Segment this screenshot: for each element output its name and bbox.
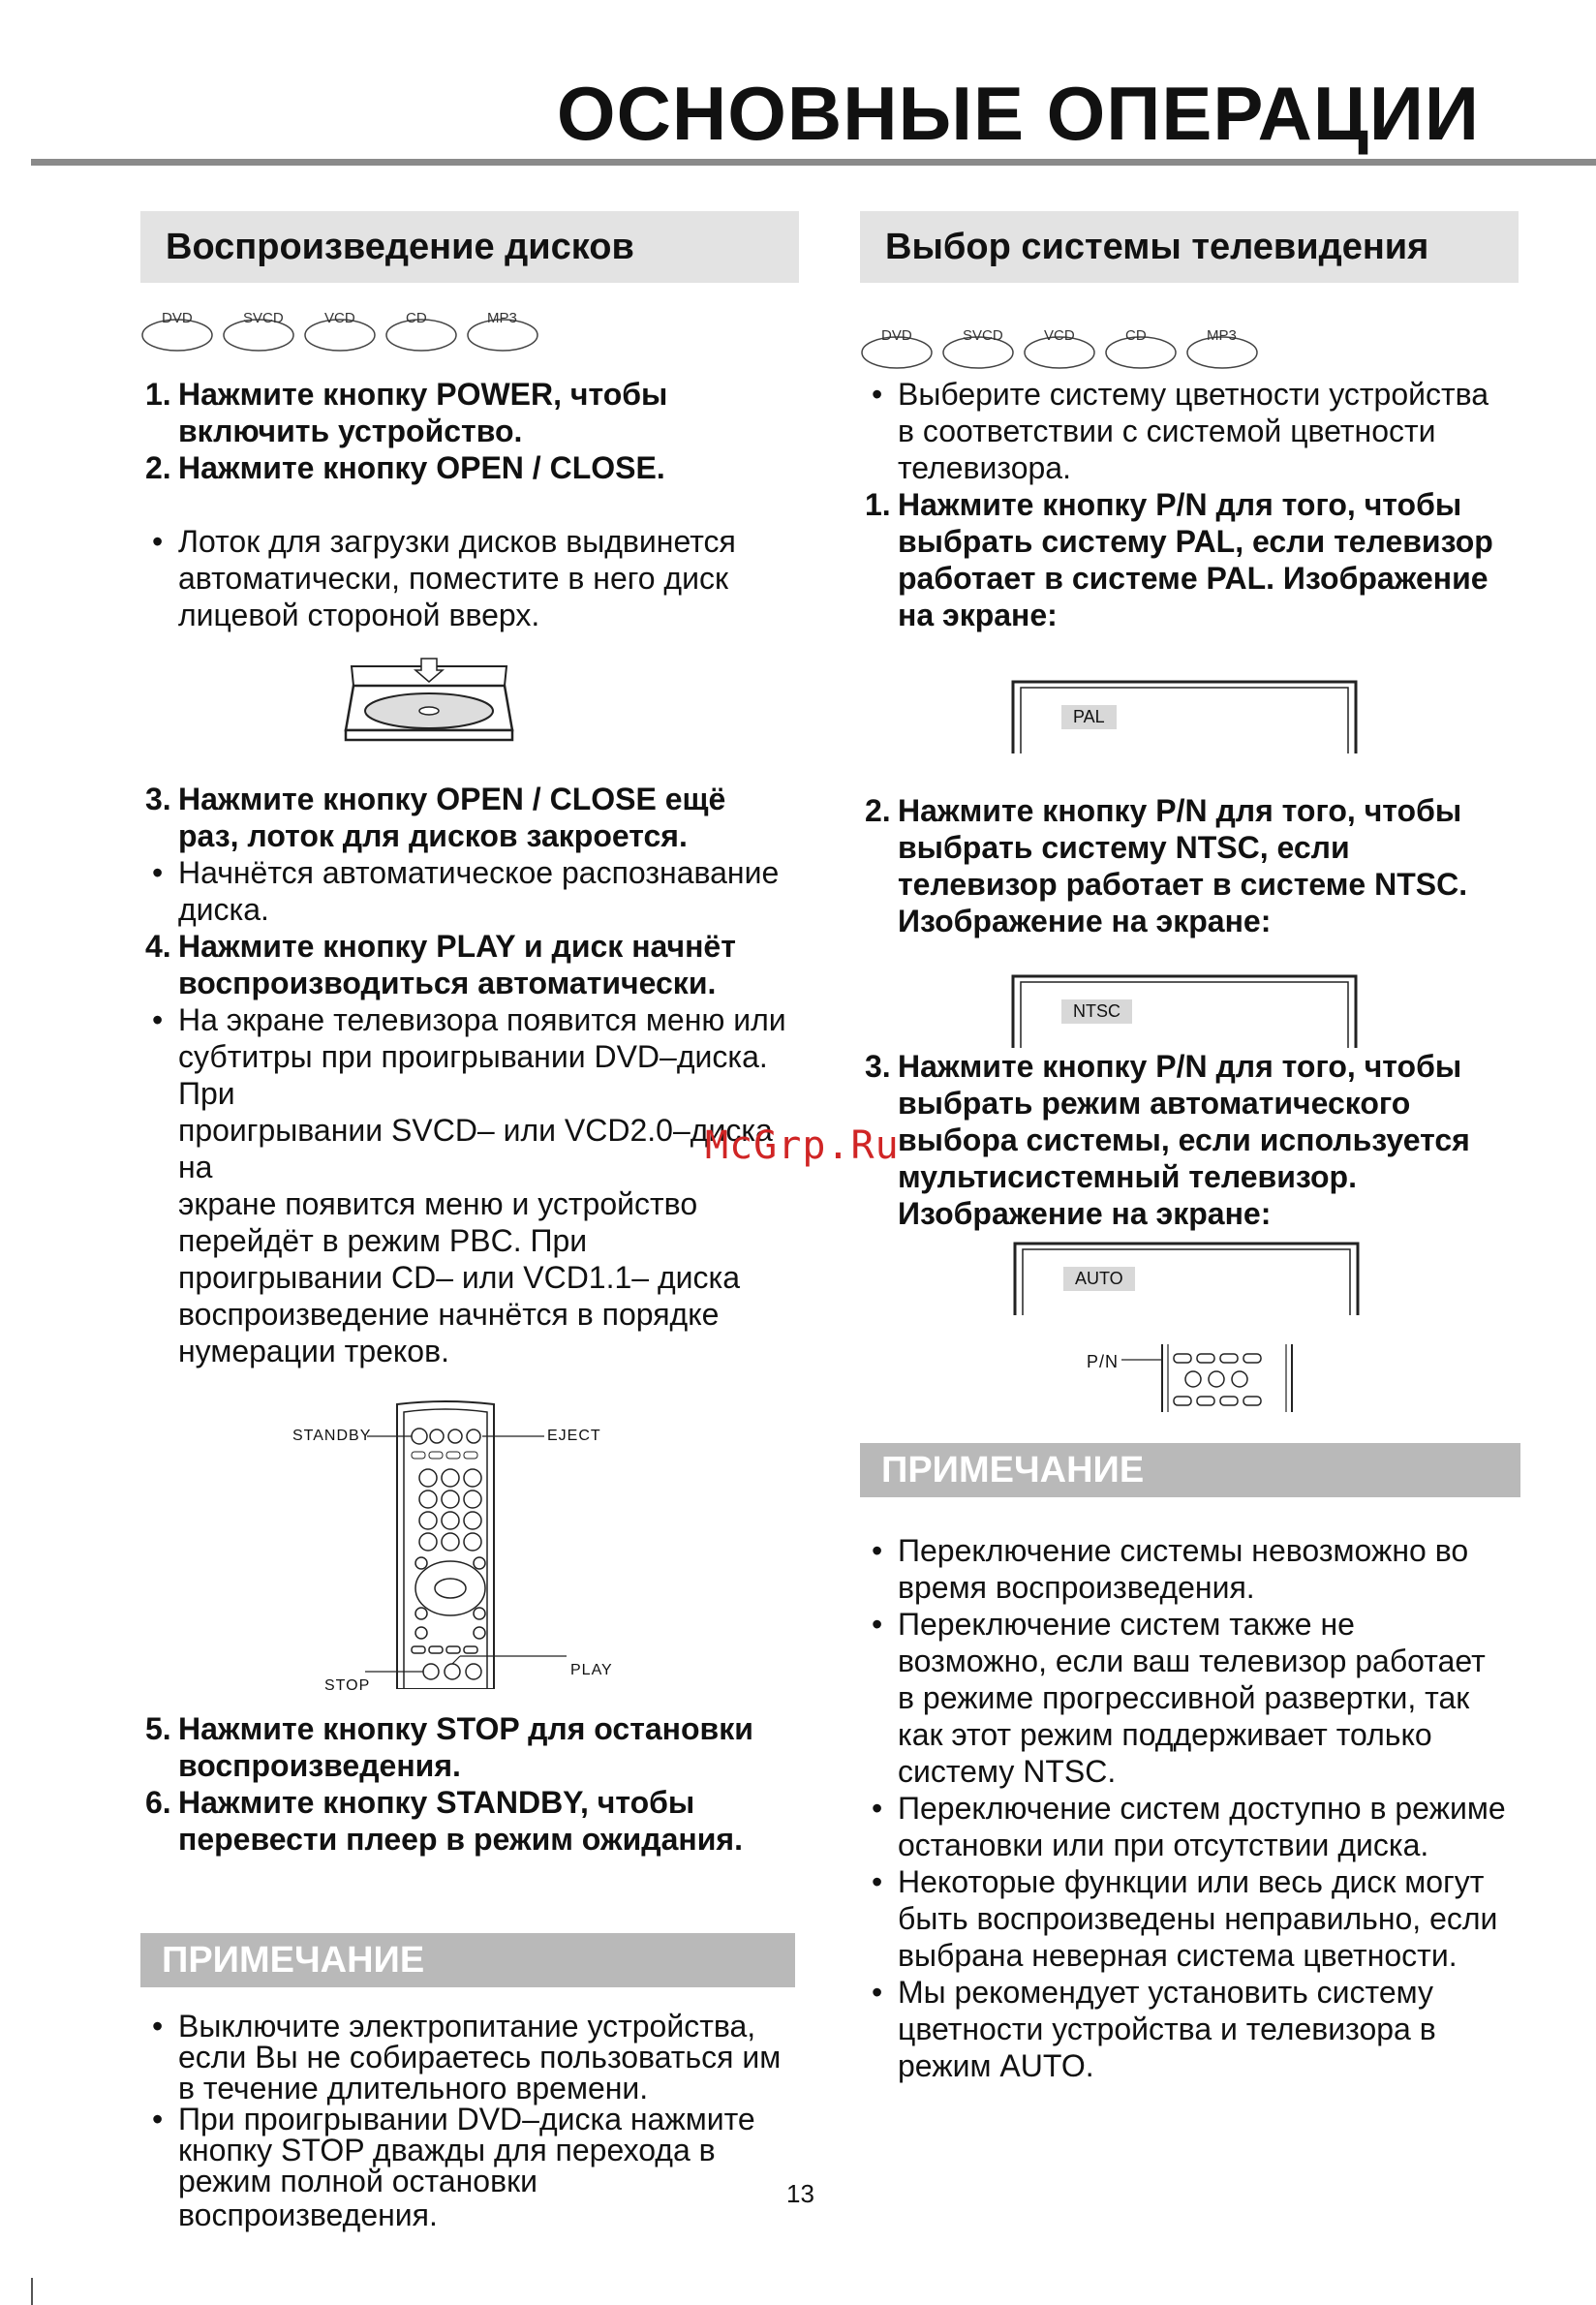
- text-line: проигрывании SVCD– или VCD2.0–диска на: [178, 1113, 773, 1184]
- step-line: работает в системе PAL. Изображение: [898, 561, 1489, 596]
- screen-label: NTSC: [1061, 999, 1132, 1024]
- section-heading-disc-playback: Воспроизведение дисков: [140, 211, 799, 283]
- text-line: возможно, если ваш телевизор работает: [898, 1644, 1486, 1678]
- page-number: 13: [786, 2179, 814, 2208]
- screen-label: AUTO: [1063, 1267, 1135, 1291]
- stop-label: STOP: [324, 1677, 371, 1694]
- text-line: проигрывании CD– или VCD1.1– диска: [178, 1260, 741, 1295]
- disc-label: MP3: [487, 310, 517, 326]
- disc-label: SVCD: [963, 327, 1003, 344]
- svcd-disc-icon: [222, 306, 299, 356]
- page-title: ОСНОВНЫЕ ОПЕРАЦИИ: [556, 71, 1480, 156]
- step-line: мультисистемный телевизор.: [898, 1159, 1357, 1194]
- mp3-disc-icon: [466, 306, 543, 356]
- bullet-line: • Переключение системы невозможно во: [872, 1533, 1469, 1568]
- text-line: воспроизведение начнётся в порядке: [178, 1297, 720, 1332]
- disc-label: VCD: [324, 310, 355, 326]
- step-line: 6. Нажмите кнопку STANDBY, чтобы: [145, 1785, 695, 1820]
- step-line: Изображение на экране:: [898, 904, 1272, 938]
- text-line: лицевой стороной вверх.: [178, 598, 540, 632]
- note-list-right: [860, 1532, 1519, 2084]
- standby-label: STANDBY: [292, 1428, 372, 1444]
- step-line: перевести плеер в режим ожидания.: [178, 1822, 743, 1857]
- right-column: [860, 211, 1519, 2084]
- bullet-line: • Лоток для загрузки дисков выдвинется: [152, 524, 736, 559]
- text-line: кнопку STOP дважды для перехода в: [178, 2133, 716, 2167]
- pn-remote-illustration: [860, 1338, 1519, 1416]
- text-line: экране появится меню и устройство: [178, 1186, 698, 1221]
- bullet-line: • Выключите электропитание устройства,: [152, 2009, 756, 2044]
- step-line: выбрать систему PAL, если телевизор: [898, 524, 1493, 559]
- pn-label: P/N: [1087, 1352, 1120, 1371]
- text-line: режим AUTO.: [898, 2048, 1094, 2083]
- disc-label: DVD: [162, 310, 193, 326]
- bullet-line: • Начнётся автоматическое распознавание: [152, 855, 780, 890]
- text-line: в режиме прогрессивной развертки, так: [898, 1680, 1470, 1715]
- disc-format-icons: [140, 306, 799, 356]
- step-line: на экране:: [898, 598, 1058, 632]
- text-line: как этот режим поддерживает только: [898, 1717, 1432, 1752]
- step-line: 1. Нажмите кнопку POWER, чтобы: [145, 377, 668, 412]
- step-line: 5. Нажмите кнопку STOP для остановки: [145, 1711, 753, 1746]
- text-line: быть воспроизведены неправильно, если: [898, 1901, 1498, 1936]
- bullet-line: • Некоторые функции или весь диск могут: [872, 1864, 1485, 1899]
- steps-3-4: [140, 781, 799, 1369]
- disc-tray-illustration: [342, 657, 516, 744]
- crop-mark: [31, 2278, 33, 2305]
- vcd-disc-icon: [303, 306, 381, 356]
- step-line: включить устройство.: [178, 414, 523, 448]
- text-line: систему NTSC.: [898, 1754, 1117, 1789]
- tv-screen-auto: [1013, 1242, 1360, 1315]
- step-line: 1. Нажмите кнопку P/N для того, чтобы: [865, 487, 1462, 522]
- title-rule: [31, 159, 1596, 166]
- bullet-line: • Мы рекомендует установить систему: [872, 1975, 1433, 2010]
- text-line: телевизора.: [898, 450, 1071, 485]
- disc-label: SVCD: [243, 310, 284, 326]
- text-line: в течение длительного времени.: [178, 2071, 649, 2105]
- note-heading-left: ПРИМЕЧАНИЕ: [140, 1933, 795, 1987]
- step-line: 3. Нажмите кнопку P/N для того, чтобы: [865, 1049, 1462, 1084]
- disc-tray-icon: [342, 657, 516, 744]
- text-line: остановки или при отсутствии диска.: [898, 1828, 1429, 1862]
- dvd-disc-icon: [140, 306, 218, 356]
- section-heading-tv-system: Выбор системы телевидения: [860, 211, 1519, 283]
- step-line: 4. Нажмите кнопку PLAY и диск начнёт: [145, 929, 736, 964]
- svcd-disc-icon: [941, 323, 1019, 374]
- play-label: PLAY: [570, 1662, 613, 1678]
- text-line: в соответствии с системой цветности: [898, 414, 1436, 448]
- dvd-disc-icon: [860, 323, 937, 374]
- tv-system-intro: [860, 376, 1519, 633]
- step-line: выбрать систему NTSC, если: [898, 830, 1350, 865]
- vcd-disc-icon: [1023, 323, 1100, 374]
- remote-illustration: [140, 1398, 799, 1694]
- pn-remote-icon: [860, 1338, 1519, 1416]
- disc-label: DVD: [881, 327, 912, 344]
- cd-disc-icon: [1104, 323, 1182, 374]
- text-line: если Вы не собираетесь пользоваться им: [178, 2040, 782, 2074]
- step-line: 2. Нажмите кнопку OPEN / CLOSE.: [145, 450, 665, 485]
- step-line: 2. Нажмите кнопку P/N для того, чтобы: [865, 793, 1462, 828]
- text-line: субтитры при проигрывании DVD–диска. При: [178, 1039, 768, 1111]
- step-line: 3. Нажмите кнопку OPEN / CLOSE ещё: [145, 782, 726, 816]
- disc-label: CD: [406, 310, 427, 326]
- disc-label: CD: [1125, 327, 1147, 344]
- step-line: Изображение на экране:: [898, 1196, 1272, 1231]
- text-line: выбрана неверная система цветности.: [898, 1938, 1458, 1973]
- note-list-left: [140, 2011, 799, 2233]
- text-line: диска.: [178, 892, 269, 927]
- bullet-line: • Переключение систем доступно в режиме: [872, 1791, 1506, 1826]
- disc-format-icons: [860, 323, 1519, 374]
- step-line: выбрать режим автоматического: [898, 1086, 1411, 1121]
- step-2-ntsc: [860, 792, 1519, 939]
- disc-label: VCD: [1044, 327, 1075, 344]
- cd-disc-icon: [384, 306, 462, 356]
- note-heading-right: ПРИМЕЧАНИЕ: [860, 1443, 1520, 1497]
- bullet-line: • Переключение систем также не: [872, 1607, 1355, 1642]
- step-line: воспроизводиться автоматически.: [178, 966, 717, 1000]
- text-line: цветности устройства и телевизора в: [898, 2012, 1436, 2046]
- remote-control-icon: [140, 1398, 799, 1689]
- text-line: время воспроизведения.: [898, 1570, 1255, 1605]
- bullet-line: • При проигрывании DVD–диска нажмите: [152, 2102, 755, 2136]
- step-line: телевизор работает в системе NTSC.: [898, 867, 1468, 902]
- bullet-line: • Выберите систему цветности устройства: [872, 377, 1489, 412]
- screen-label: PAL: [1061, 705, 1117, 729]
- bullet-line: • На экране телевизора появится меню или: [152, 1002, 786, 1037]
- text-line: нумерации треков.: [178, 1334, 449, 1368]
- step-3-auto: [860, 1048, 1519, 1232]
- tv-screen-ntsc: [1011, 974, 1358, 1048]
- mp3-disc-icon: [1185, 323, 1263, 374]
- watermark: McGrp.Ru: [705, 1123, 900, 1168]
- step-line: выбора системы, если используется: [898, 1122, 1470, 1157]
- steps-1-2: [140, 376, 799, 633]
- text-line: перейдёт в режим PBC. При: [178, 1223, 588, 1258]
- left-column: [140, 211, 799, 2233]
- text-line: воспроизведения.: [178, 2197, 438, 2232]
- disc-label: MP3: [1207, 327, 1237, 344]
- tv-screen-pal: [1011, 680, 1358, 753]
- text-line: режим полной остановки: [178, 2164, 537, 2198]
- eject-label: EJECT: [547, 1428, 601, 1444]
- steps-5-6: [140, 1710, 799, 1858]
- step-line: раз, лоток для дисков закроется.: [178, 818, 688, 853]
- step-line: воспроизведения.: [178, 1748, 461, 1783]
- text-line: автоматически, поместите в него диск: [178, 561, 728, 596]
